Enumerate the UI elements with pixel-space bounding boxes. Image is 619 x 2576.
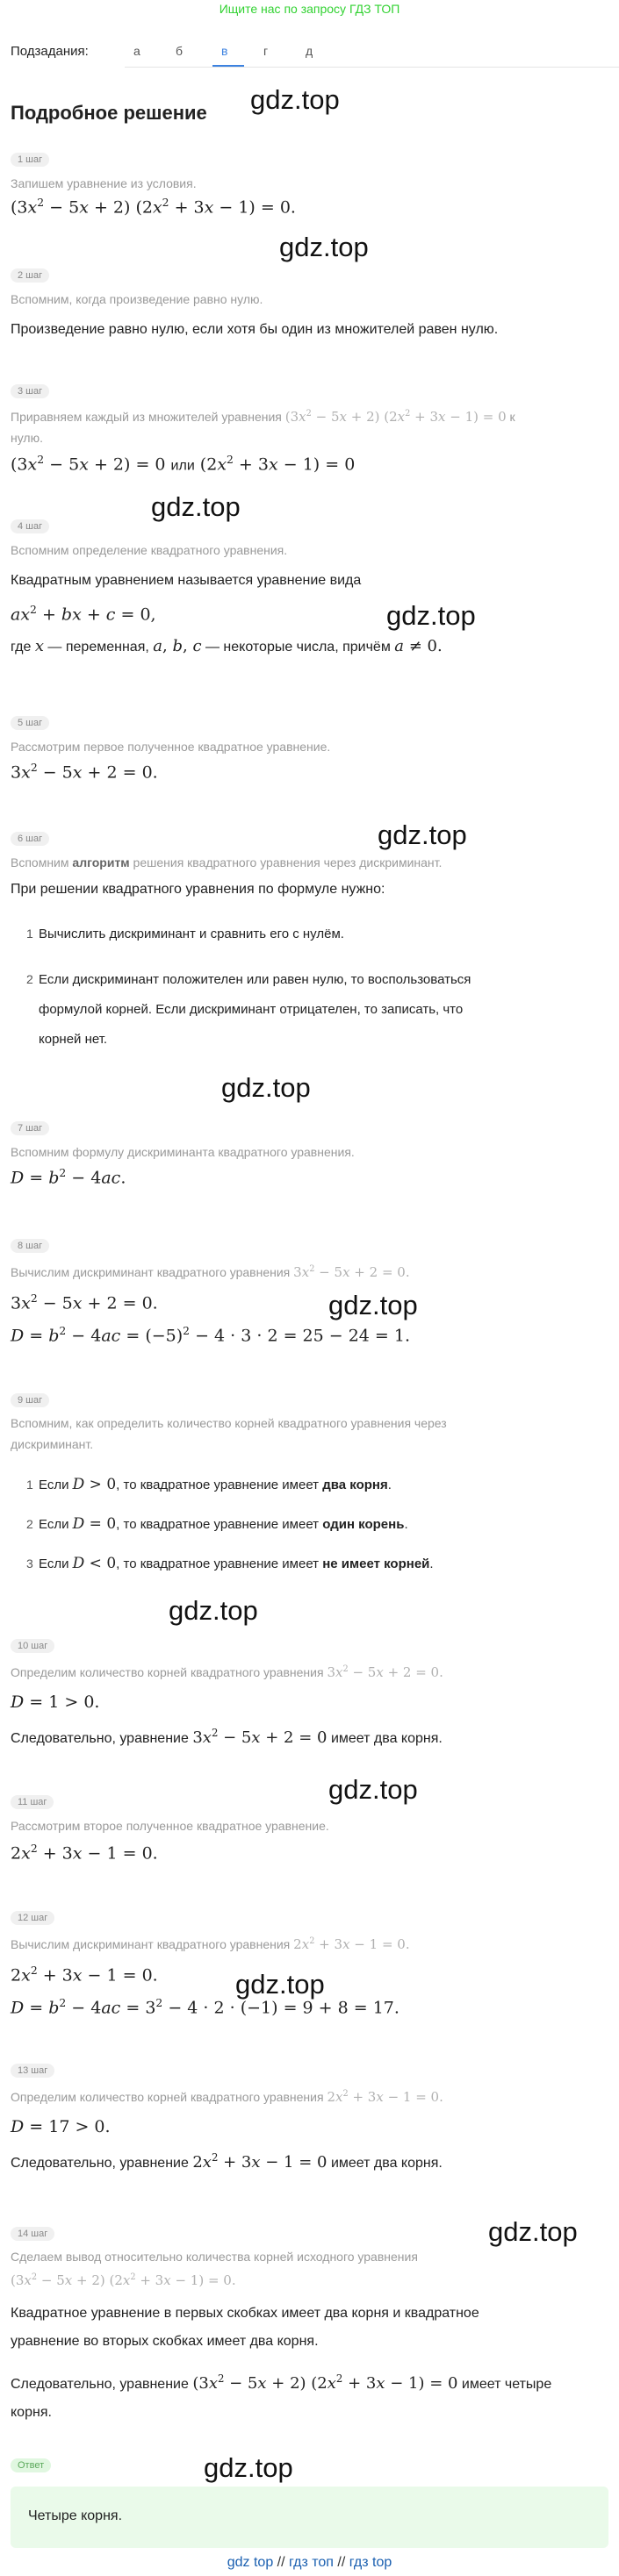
step-note: Сделаем вывод относительно количества корней исходного уравнения $(3x^2 - 5x + 2) (2x^2 + 3x - 1) = 0$. xyxy=(11,2250,418,2288)
text-part: Следовательно, уравнение xyxy=(11,2377,189,2392)
note-bold: алгоритм xyxy=(72,855,130,869)
footer-separator: // xyxy=(277,2555,285,2570)
watermark: gdz.top xyxy=(235,1969,325,2000)
step-badge: 5 шаг xyxy=(11,716,49,730)
step-note xyxy=(11,851,608,874)
item-text: Вычислить дискриминант и сравнить его с нулём. xyxy=(39,927,344,941)
equation: $D = b^2 - 4ac$. xyxy=(11,1167,126,1188)
text-part: имеет два корня. xyxy=(330,2156,443,2171)
step-badge: 2 шаг xyxy=(11,268,49,283)
step-note: Вспомним определение квадратного уравнения. xyxy=(11,543,288,557)
answer-badge: Ответ xyxy=(11,2458,51,2472)
step-note xyxy=(11,404,608,448)
text-part: имеет четыре xyxy=(461,2377,552,2392)
or-word: или xyxy=(170,458,195,474)
text-bold: не имеет корней xyxy=(322,1556,430,1571)
step-badge: 13 шаг xyxy=(11,2064,54,2078)
tab-b[interactable]: б xyxy=(176,44,184,58)
step-badge: 1 шаг xyxy=(11,153,49,167)
watermark: gdz.top xyxy=(488,2216,578,2247)
step-text: Следовательно, уравнение $3x^2 - 5x + 2 = 0$ имеет два корня. xyxy=(11,1727,443,1747)
note-part: нулю. xyxy=(11,431,43,445)
answer-box xyxy=(11,2487,608,2548)
equation: $(3x^2 - 5x + 2) = 0$ или $(2x^2 + 3x - 1) = 0$ xyxy=(11,454,356,475)
step-text: Квадратным уравнением называется уравнение вида xyxy=(11,573,362,588)
watermark: gdz.top xyxy=(250,84,340,115)
note-part: Определим количество корней квадратного уравнения xyxy=(11,1665,324,1679)
tab-g[interactable]: г xyxy=(263,44,269,58)
step-note: Рассмотрим второе полученное квадратное уравнение. xyxy=(11,1819,329,1833)
step-badge: 12 шаг xyxy=(11,1911,54,1925)
step-badge: 8 шаг xyxy=(11,1239,49,1253)
list-item: 3 Если D < 0, то квадратное уравнение имеет не имеет корней. xyxy=(26,1555,434,1572)
step-note: Рассмотрим первое полученное квадратное уравнение. xyxy=(11,740,331,754)
text-part: имеет два корня. xyxy=(330,1731,443,1746)
list-item: 2 Если дискриминант положителен или равен нулю, то воспользоваться формулой корней. Если дискриминант отрицателен, то записать, что корней нет. xyxy=(11,964,608,1055)
equation: $D = b^2 - 4ac = 3^2 - 4 \cdot 2 \cdot (-1) = 9 + 8 = 17$. xyxy=(11,1997,399,2018)
note-part: дискриминант. xyxy=(11,1437,94,1451)
step-note: Определим количество корней квадратного уравнения $3x^2 - 5x + 2 = 0$. xyxy=(11,1664,443,1680)
equation: $3x^2 - 5x + 2 = 0$. xyxy=(11,1292,158,1313)
equation: $3x^2 - 5x + 2 = 0$. xyxy=(11,762,158,783)
step-note: Вспомним, когда произведение равно нулю. xyxy=(11,292,263,306)
text-part: Если xyxy=(39,1478,69,1492)
step-text xyxy=(11,2300,608,2356)
step-8 xyxy=(11,1237,608,1346)
note-part: Вспомним xyxy=(11,855,69,869)
note-part: Вычислим дискриминант квадратного уравнения xyxy=(11,1265,291,1279)
note-part: решения квадратного уравнения через дискриминант. xyxy=(133,855,443,869)
item-text: корней нет. xyxy=(39,1032,108,1047)
watermark: gdz.top xyxy=(169,1595,258,1626)
step-10 xyxy=(11,1637,608,1751)
note-part: Вычислим дискриминант квадратного уравнения xyxy=(11,1937,291,1951)
text-part: где xyxy=(11,640,32,655)
step-note: Вычислим дискриминант квадратного уравнения $3x^2 - 5x + 2 = 0$. xyxy=(11,1264,410,1280)
watermark: gdz.top xyxy=(378,819,467,850)
equation: $2x^2 + 3x - 1 = 0$. xyxy=(11,1964,158,1986)
step-badge: 9 шаг xyxy=(11,1393,49,1407)
step-12 xyxy=(11,1909,608,2018)
step-badge: 4 шаг xyxy=(11,519,49,533)
watermark: gdz.top xyxy=(328,1290,418,1320)
text-part: уравнение во вторых скобках имеет два корня. xyxy=(11,2334,319,2349)
footer-separator: // xyxy=(337,2555,346,2570)
text-part: Следовательно, уравнение xyxy=(11,2156,189,2171)
text-part: — переменная, xyxy=(47,640,149,655)
step-text: где x — переменная, a, b, c — некоторые числа, причём a ≠ 0. xyxy=(11,637,443,656)
step-text: Произведение равно нулю, если хотя бы один из множителей равен нулю. xyxy=(11,322,499,337)
answer-text: Четыре корня. xyxy=(28,2508,123,2523)
footer-link[interactable]: гдз топ xyxy=(289,2555,334,2570)
step-4 xyxy=(11,518,443,660)
equation: $(3x^2 - 5x + 2) (2x^2 + 3x - 1) = 0$. xyxy=(11,197,296,218)
text-part: , то квадратное уравнение имеет xyxy=(116,1556,320,1571)
step-badge: 14 шаг xyxy=(11,2227,54,2241)
equation: $D = b^2 - 4ac = (-5)^2 - 4 \cdot 3 \cdot 2 = 25 - 24 = 1$. xyxy=(11,1325,411,1346)
step-badge: 7 шаг xyxy=(11,1121,49,1135)
tab-a[interactable]: а xyxy=(133,44,140,58)
text-bold: два корня xyxy=(322,1478,388,1492)
watermark: gdz.top xyxy=(151,491,241,522)
step-5 xyxy=(11,714,330,782)
text-part: Если xyxy=(39,1556,69,1571)
step-1 xyxy=(11,151,296,217)
text-part: корня. xyxy=(11,2405,52,2420)
step-text: Следовательно, уравнение $(3x^2 - 5x + 2) (2x^2 + 3x - 1) = 0$ имеет четыре корня. xyxy=(11,2372,552,2420)
note-part: к xyxy=(509,410,515,424)
step-note: Запишем уравнение из условия. xyxy=(11,176,197,190)
note-part: Сделаем вывод относительно количества корней исходного уравнения xyxy=(11,2250,418,2264)
watermark: gdz.top xyxy=(328,1774,418,1805)
tab-d[interactable]: д xyxy=(306,44,313,58)
note-part: Приравняем каждый из множителей уравнения xyxy=(11,410,282,424)
equation: D = 1 > 0. xyxy=(11,1692,100,1712)
top-banner[interactable]: Ищите нас по запросу ГДЗ ТОП xyxy=(219,2,400,16)
text-part: — некоторые числа, причём xyxy=(205,640,391,655)
text-bold: один корень xyxy=(322,1517,405,1532)
step-note xyxy=(11,1413,608,1455)
watermark: gdz.top xyxy=(386,600,476,631)
text-part: , то квадратное уравнение имеет xyxy=(116,1478,320,1492)
footer-link[interactable]: гдз top xyxy=(349,2555,392,2570)
step-text: Следовательно, уравнение $2x^2 + 3x - 1 = 0$ имеет два корня. xyxy=(11,2151,443,2172)
footer-links xyxy=(0,2555,619,2571)
answer-label xyxy=(11,2457,51,2472)
watermark: gdz.top xyxy=(279,232,369,262)
equation: $ax^2$ + bx + c = 0, xyxy=(11,604,156,625)
text-part: Если xyxy=(39,1517,69,1532)
tabs-label: Подзадания: xyxy=(11,44,89,59)
step-7 xyxy=(11,1120,355,1187)
note-part: Вспомним, как определить количество корней квадратного уравнения через xyxy=(11,1416,447,1430)
note-part: Определим количество корней квадратного уравнения xyxy=(11,2090,324,2104)
step-badge: 10 шаг xyxy=(11,1639,54,1653)
tabs-divider xyxy=(125,67,619,68)
subtask-tabs xyxy=(11,39,608,67)
item-text: Если дискриминант положителен или равен нулю, то воспользоваться xyxy=(39,972,471,987)
tab-v[interactable]: в xyxy=(221,44,228,58)
page-title: Подробное решение xyxy=(11,102,207,124)
step-6 xyxy=(11,830,608,1055)
text-part: Следовательно, уравнение xyxy=(11,1731,189,1746)
step-badge: 6 шаг xyxy=(11,832,49,846)
watermark: gdz.top xyxy=(204,2452,293,2483)
text-part: , то квадратное уравнение имеет xyxy=(116,1517,320,1532)
list-item: 1 Вычислить дискриминант и сравнить его с нулём. xyxy=(26,927,344,941)
step-note: Вычислим дискриминант квадратного уравнения $2x^2 + 3x - 1 = 0$. xyxy=(11,1936,410,1952)
equation: D = 17 > 0. xyxy=(11,2117,111,2136)
text-part: Квадратное уравнение в первых скобках имеет два корня и квадратное xyxy=(11,2306,479,2321)
item-text: формулой корней. Если дискриминант отрицателен, то записать, что xyxy=(39,1002,464,1017)
step-badge: 3 шаг xyxy=(11,384,49,398)
step-14 xyxy=(11,2225,608,2427)
step-3 xyxy=(11,383,608,474)
step-badge: 11 шаг xyxy=(11,1795,54,1809)
step-note: Вспомним формулу дискриминанта квадратного уравнения. xyxy=(11,1145,355,1159)
footer-link[interactable]: gdz top xyxy=(227,2555,274,2570)
list-item: 2 Если D = 0, то квадратное уравнение имеет один корень. xyxy=(26,1515,408,1533)
step-13 xyxy=(11,2062,608,2176)
inline-equation: $(3x^2 - 5x + 2) (2x^2 + 3x - 1) = 0$ xyxy=(284,409,507,425)
equation: $2x^2 + 3x - 1 = 0$. xyxy=(11,1843,158,1864)
step-note: Определим количество корней квадратного уравнения $2x^2 + 3x - 1 = 0$. xyxy=(11,2089,443,2105)
step-2 xyxy=(11,267,498,342)
list-item: 1 Если D > 0, то квадратное уравнение имеет два корня. xyxy=(26,1476,392,1493)
step-11 xyxy=(11,1793,329,1863)
watermark: gdz.top xyxy=(221,1072,311,1103)
step-text: При решении квадратного уравнения по формуле нужно: xyxy=(11,882,385,897)
step-9 xyxy=(11,1392,608,1577)
